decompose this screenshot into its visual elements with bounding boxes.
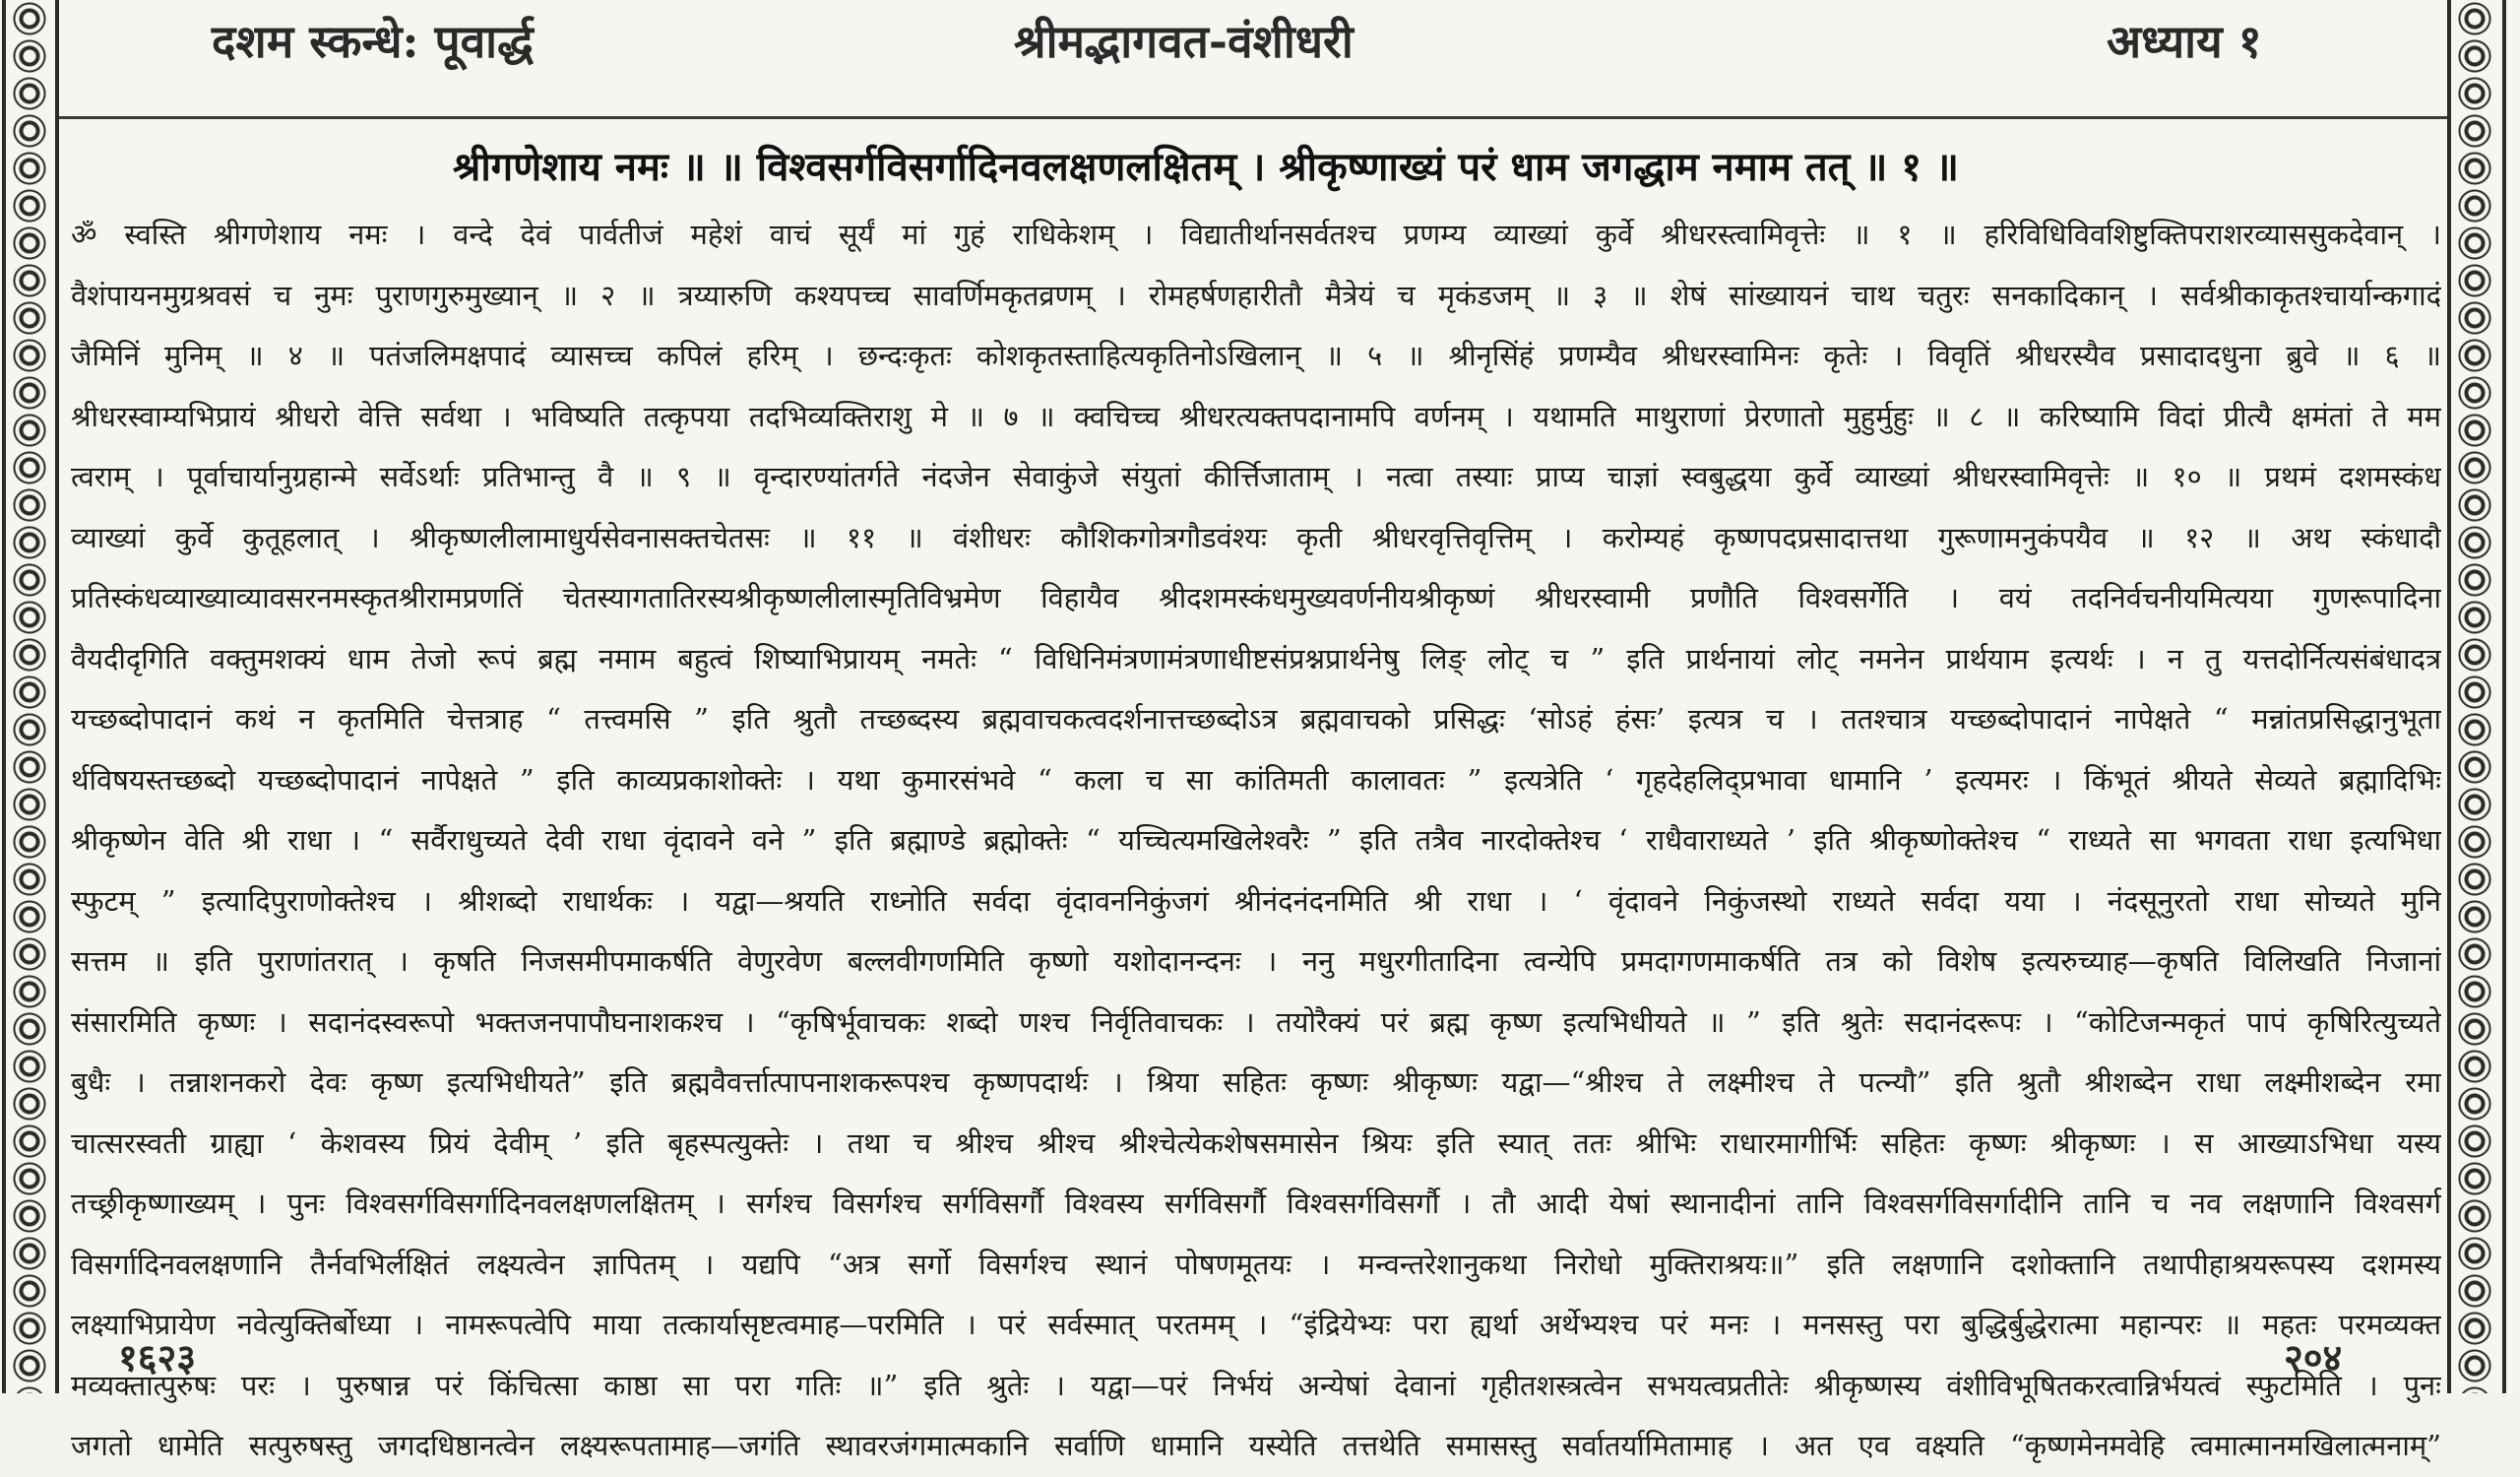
commentary-line: श्रीकृष्णेन वेति श्री राधा । “ सर्वैराधुच्यते देवी राधा वृंदावने वने ” इति ब्रह्माण्डे ब्रह्मोक्तेः “ यच्चित्यमखिलेश्वरैः ” इति तत्रैव नारदोक्तेश्च ‘ राधैवाराध्यते ’ इति श्रीकृष्णोक्तेश्च “ राध्यते सा भगवता राधा इत्यभिधा — [71, 823, 2441, 857]
left-border-rule — [2, 0, 6, 1393]
running-header-title: श्रीमद्भागवत-वंशीधरी — [1014, 15, 1354, 68]
commentary-line: वैयदीदृगिति वक्तुमशक्यं धाम तेजो रूपं ब्रह्म नमाम बहुत्वं शिष्याभिप्रायम् नमतेः “ विधिनिमंत्रणामंत्रणाधीष्टसंप्रश्नप्रार्थनेषु लिङ् लोट् च ” इति प्रार्थनायां लोट् नमनेन प्रार्थयाम इत्यर्थः । न तु यत्तदोर्नित्यसंबंधादत्र — [71, 641, 2441, 675]
commentary-line: सत्तम ॥ इति पुराणांतरात् । कृषति निजसमीपमाकर्षति वेणुरवेण बल्लवीगणमिति कृष्णो यशोदानन्दनः । ननु मधुरगीतादिना त्वन्येपि प्रमदागणमाकर्षति तत्र को विशेष इत्यरुच्याह—कृषति विलिखति निजानां — [71, 944, 2441, 978]
left-inner-rule — [55, 0, 59, 1393]
page-number: २०४ — [2284, 1335, 2343, 1380]
right-border-rule — [2502, 0, 2506, 1393]
right-ornamental-border — [2453, 0, 2496, 1393]
commentary-line: चात्सरस्वती ग्राह्या ‘ केशवस्य प्रियं देवीम् ’ इति बृहस्पत्युक्तेः । तथा च श्रीश्च श्रीश्च श्रीश्चेत्येकशेषसमासेन श्रियः इति स्यात् ततः श्रीभिः राधारमागीर्भिः सहितः कृष्णः श्रीकृष्णः । स आख्याऽभिधा यस्य — [71, 1125, 2441, 1160]
left-ornamental-border — [8, 0, 51, 1393]
commentary-line: मव्यक्तात्पुरुषः परः । पुरुषान्न परं किंचित्सा काष्ठा सा परा गतिः ॥” इति श्रुतेः । यद्वा—परं निर्भयं अन्येषां देवानां गृहीतशस्त्रत्वेन सभयत्वप्रतीतेः श्रीकृष्णस्य वंशीविभूषितकरत्वान्निर्भयत्वं स्फुटमिति । पुनः — [71, 1368, 2441, 1402]
commentary-line: प्रतिस्कंधव्याख्याव्यावसरनमस्कृतश्रीरामप्रणतिं चेतस्यागतातिरस्यश्रीकृष्णलीलास्मृतिविभ्रमेण विहायैव श्रीदशमस्कंधमुख्यवर्णनीयश्रीकृष्णं श्रीधरस्वामी प्रणौति विश्वसर्गेति । वयं तदनिर्वचनीयमित्यया गुणरूपादिना — [71, 581, 2441, 614]
commentary-body — [71, 205, 2441, 1477]
commentary-line: ॐ स्वस्ति श्रीगणेशाय नमः । वन्दे देवं पार्वतीजं महेशं वाचं सूर्यं मां गुहं राधिकेशम् । विद्यातीर्थानसर्वतश्च प्रणम्य व्याख्यां कुर्वे श्रीधरस्त्वामिवृत्तेः ॥ १ ॥ हरिविधिविवशिष्टुक्तिपराशरव्याससुकदेवान् । — [71, 218, 2441, 251]
header-rule — [59, 116, 2447, 119]
running-header-chapter: अध्याय १ — [2107, 15, 2262, 68]
page-footer-left-number: १६२३ — [118, 1335, 197, 1380]
commentary-line: विसर्गादिनवलक्षणानि तैर्नवभिर्लक्षितं लक्ष्यत्वेन ज्ञापितम् । यद्यपि “अत्र सर्गो विसर्गश्च स्थानं पोषणमूतयः । मन्वन्तरेशानुकथा निरोधो मुक्तिराश्रयः॥” इति लक्षणानि दशोक्तानि तथापीहाश्रयरूपस्य दशमस्य — [71, 1247, 2441, 1281]
main-verse: श्रीगणेशाय नमः ॥ ॥ विश्वसर्गविसर्गादिनवलक्षणलक्षितम् । श्रीकृष्णाख्यं परं धाम जगद्धाम नमाम तत् ॥ १ ॥ — [453, 144, 1959, 190]
commentary-line: व्याख्यां कुर्वे कुतूहलात् । श्रीकृष्णलीलामाधुर्यसेवनासक्तचेतसः ॥ ११ ॥ वंशीधरः कौशिकगोत्रगौडवंश्यः कृती श्रीधरवृत्तिवृत्तिम् । करोम्यहं कृष्णपदप्रसादात्तथा गुरूणामनुकंपयैव ॥ १२ ॥ अथ स्कंधादौ — [71, 520, 2441, 554]
commentary-line: वैशंपायनमुग्रश्रवसं च नुमः पुराणगुरुमुख्यान् ॥ २ ॥ त्रय्यारुणि कश्यपच्च सावर्णिमकृतव्रणम् । रोमहर्षणहारीतौ मैत्रेयं च मृकंडजम् ॥ ३ ॥ शेषं सांख्यायनं चाथ चतुरः सनकादिकान् । सर्वश्रीकाकृतश्चार्यान्कगादं — [71, 278, 2441, 312]
running-header-section: दशम स्कन्धे: पूवार्द्ध — [212, 15, 534, 68]
commentary-line: लक्ष्याभिप्रायेण नवेत्युक्तिर्बोध्या । नामरूपत्वेपि माया तत्कार्यासृष्टत्वमाह—परमिति । परं सर्वस्मात् परतमम् । “इंद्रियेभ्यः परा ह्यर्था अर्थेभ्यश्च परं मनः । मनसस्तु परा बुद्धिर्बुद्धेरात्मा महान्परः ॥ महतः परमव्यक्त — [71, 1308, 2441, 1341]
commentary-line: बुधैः । तन्नाशनकरो देवः कृष्ण इत्यभिधीयते” इति ब्रह्मवैवर्त्तात्पापनाशकरूपश्च कृष्णपदार्थः । श्रिया सहितः कृष्णः श्रीकृष्णः यद्वा—“श्रीश्च ते लक्ष्मीश्च ते पत्न्यौ” इति श्रुतौ श्रीशब्देन राधा लक्ष्मीशब्देन रमा — [71, 1065, 2441, 1099]
commentary-line: तच्छ्रीकृष्णाख्यम् । पुनः विश्वसर्गविसर्गादिनवलक्षणलक्षितम् । सर्गश्च विसर्गश्च सर्गविसर्गौ विश्वस्य सर्गविसर्गौ विश्वसर्गविसर्गौ । तौ आदी येषां स्थानादीनां तानि विश्वसर्गविसर्गादीनि तानि च नव लक्षणानि विश्वसर्ग — [71, 1187, 2441, 1220]
commentary-line: जगतो धामेति सत्पुरुषस्तु जगदधिष्ठानत्वेन लक्ष्यरूपतामाह—जगंति स्थावरजंगमात्मकानि सर्वाणि धामानि यस्येति तत्तथेति समासस्तु सर्वातर्यामितामाह । अत एव वक्ष्यति “कृष्णमेनमवेहि त्वमात्मानमखिलात्मनाम्” — [71, 1429, 2441, 1462]
right-inner-rule — [2447, 0, 2451, 1393]
commentary-line: जैमिनिं मुनिम् ॥ ४ ॥ पतंजलिमक्षपादं व्यासच्च कपिलं हरिम् । छन्दःकृतः कोशकृतस्ताहित्यकृतिनोऽखिलान् ॥ ५ ॥ श्रीनृसिंहं प्रणम्यैव श्रीधरस्वामिनः कृतेः । विवृतिं श्रीधरस्यैव प्रसादादधुना ब्रुवे ॥ ६ ॥ — [71, 339, 2441, 372]
commentary-line: स्फुटम् ” इत्यादिपुराणोक्तेश्च । श्रीशब्दो राधार्थकः । यद्वा—श्रयति राध्नोति सर्वदा वृंदावननिकुंजगं श्रीनंदनंदनमिति श्री राधा । ‘ वृंदावने निकुंजस्थो राध्यते सर्वदा यया । नंदसूनुरतो राधा सोच्यते मुनि — [71, 883, 2441, 918]
commentary-line: र्थविषयस्तच्छब्दो यच्छब्दोपादानं नापेक्षते ” इति काव्यप्रकाशोक्तेः । यथा कुमारसंभवे “ कला च सा कांतिमती कालावतः ” इत्यत्रेति ‘ गृहदेहलिद्प्रभावा धामानि ’ इत्यमरः । किंभूतं श्रीयते सेव्यते ब्रह्मादिभिः — [71, 762, 2441, 797]
commentary-line: संसारमिति कृष्णः । सदानंदस्वरूपो भक्तजनपापौघनाशकश्च । “कृषिर्भूवाचकः शब्दो णश्च निर्वृतिवाचकः । तयोरैक्यं परं ब्रह्म कृष्ण इत्यभिधीयते ॥ ” इति श्रुतेः सदानंदरूपः । “कोटिजन्मकृतं पापं कृषिरित्युच्यते — [71, 1004, 2441, 1039]
commentary-line: श्रीधरस्वाम्यभिप्रायं श्रीधरो वेत्ति सर्वथा । भविष्यति तत्कृपया तदभिव्यक्तिराशु मे ॥ ७ ॥ क्वचिच्च श्रीधरत्यक्तपदानामपि वर्णनम् । यथामति माथुराणां प्रेरणातो मुहुर्मुहुः ॥ ८ ॥ करिष्यामि विदां प्रीत्यै क्षमंतां ते मम — [71, 399, 2441, 433]
commentary-line: त्वराम् । पूर्वाचार्यानुग्रहान्मे सर्वेऽर्थाः प्रतिभान्तु वै ॥ ९ ॥ वृन्दारण्यांतर्गते नंदजेन सेवाकुंजे संयुतां कीर्त्तिजाताम् । नत्वा तस्याः प्राप्य चाज्ञां स्वबुद्धया कुर्वे व्याख्यां श्रीधरस्वामिवृत्तेः ॥ १० ॥ प्रथमं दशमस्कंध — [71, 460, 2441, 493]
commentary-line: यच्छब्दोपादानं कथं न कृतमिति चेत्तत्राह “ तत्त्वमसि ” इति श्रुतौ तच्छब्दस्य ब्रह्मवाचकत्वदर्शनात्तच्छब्दोऽत्र ब्रह्मवाचको प्रसिद्धः ‘सोऽहं हंसः’ इत्यत्र च । ततश्चात्र यच्छब्दोपादानं नापेक्षते “ मन्नांतप्रसिद्धानुभूता — [71, 702, 2441, 736]
